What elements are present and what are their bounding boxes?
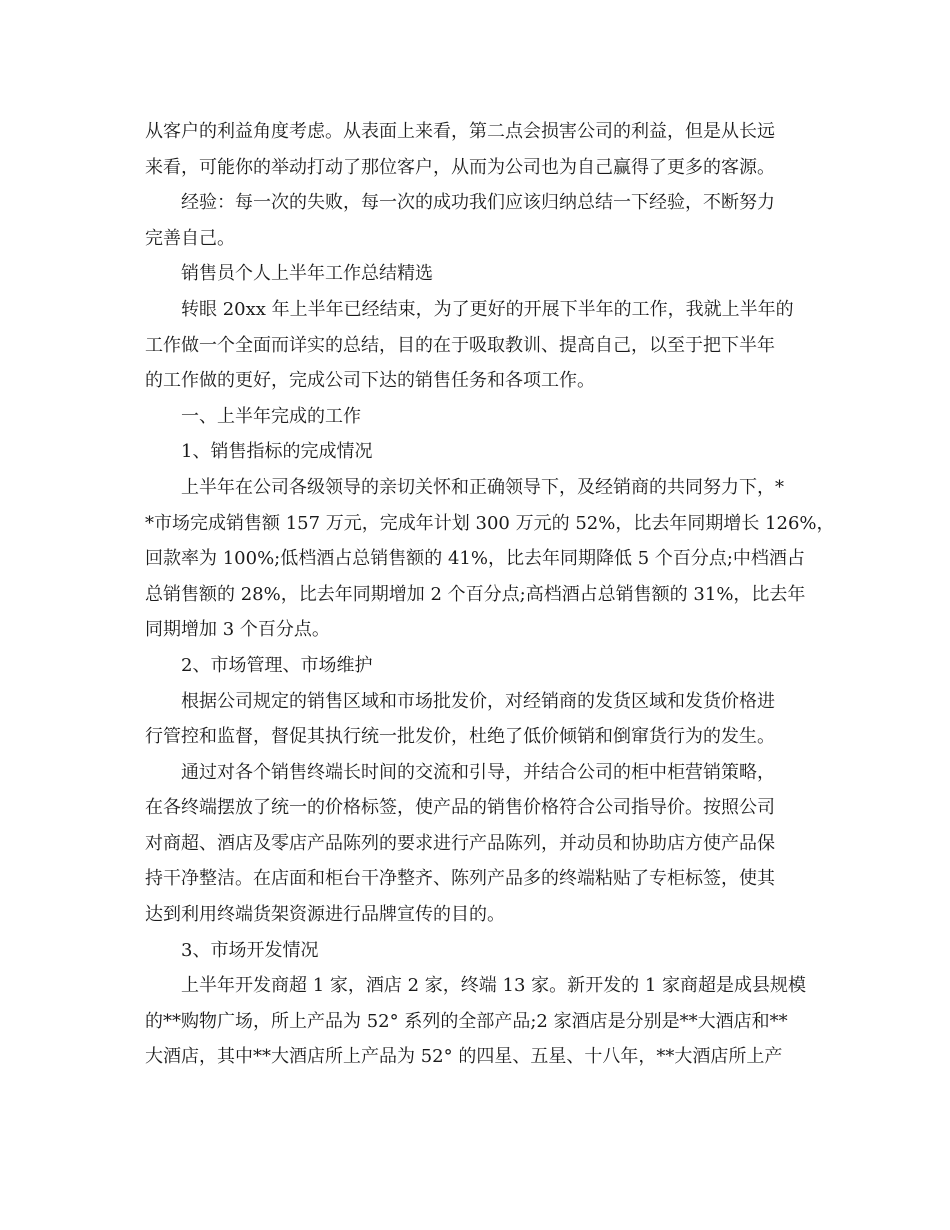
text-line: 从客户的利益角度考虑。从表面上来看，第二点会损害公司的利益，但是从长远	[145, 121, 775, 142]
text-line: *市场完成销售额 157 万元，完成年计划 300 万元的 52%，比去年同期增长 126%，	[145, 512, 835, 534]
text-line: 经验：每一次的失败，每一次的成功我们应该归纳总结一下经验，不断努力	[181, 192, 775, 214]
text-line: 回款率为 100%;低档酒占总销售额的 41%，比去年同期降低 5 个百分点;中档酒占	[145, 548, 805, 570]
text-line: 在各终端摆放了统一的价格标签，使产品的销售价格符合公司指导价。按照公司	[145, 797, 775, 819]
text-line: 通过对各个销售终端长时间的交流和引导，并结合公司的柜中柜营销策略，	[181, 761, 775, 783]
text-line: 来看，可能你的举动打动了那位客户，从而为公司也为自己赢得了更多的客源。	[145, 156, 775, 178]
text-line: 2、市场管理、市场维护	[181, 654, 373, 676]
document-body	[145, 114, 835, 1075]
text-line: 一、上半年完成的工作	[181, 405, 361, 427]
text-line: 转眼 20xx 年上半年已经结束，为了更好的开展下半年的工作，我就上半年的	[181, 298, 794, 320]
text-line: 达到利用终端货架资源进行品牌宣传的目的。	[145, 904, 505, 926]
text-line: 对商超、酒店及零店产品陈列的要求进行产品陈列，并动员和协助店方使产品保	[145, 832, 775, 854]
text-line: 上半年在公司各级领导的亲切关怀和正确领导下，及经销商的共同努力下，*	[181, 476, 784, 498]
text-line: 大酒店，其中**大酒店所上产品为 52° 的四星、五星、十八年，**大酒店所上产	[145, 1046, 783, 1068]
text-line: 3、市场开发情况	[181, 939, 319, 961]
text-line: 工作做一个全面而详实的总结，目的在于吸取教训、提高自己，以至于把下半年	[145, 334, 775, 356]
text-line: 持干净整洁。在店面和柜台干净整齐、陈列产品多的终端粘贴了专柜标签，使其	[145, 868, 775, 890]
text-line: 1、销售指标的完成情况	[181, 441, 373, 463]
text-line: 总销售额的 28%，比去年同期增加 2 个百分点;高档酒占总销售额的 31%，比去年	[145, 583, 806, 605]
text-line: 的工作做的更好，完成公司下达的销售任务和各项工作。	[145, 370, 595, 392]
text-line: 完善自己。	[145, 227, 235, 249]
text-line: 根据公司规定的销售区域和市场批发价，对经销商的发货区域和发货价格进	[181, 690, 775, 712]
text-line: 的**购物广场，所上产品为 52° 系列的全部产品;2 家酒店是分别是**大酒店和**	[145, 1010, 788, 1032]
text-line: 上半年开发商超 1 家，酒店 2 家，终端 13 家。新开发的 1 家商超是成县规模	[181, 975, 807, 997]
text-line: 销售员个人上半年工作总结精选	[181, 263, 433, 285]
text-line: 同期增加 3 个百分点。	[145, 619, 330, 641]
text-line: 行管控和监督，督促其执行统一批发价，杜绝了低价倾销和倒窜货行为的发生。	[145, 726, 775, 748]
